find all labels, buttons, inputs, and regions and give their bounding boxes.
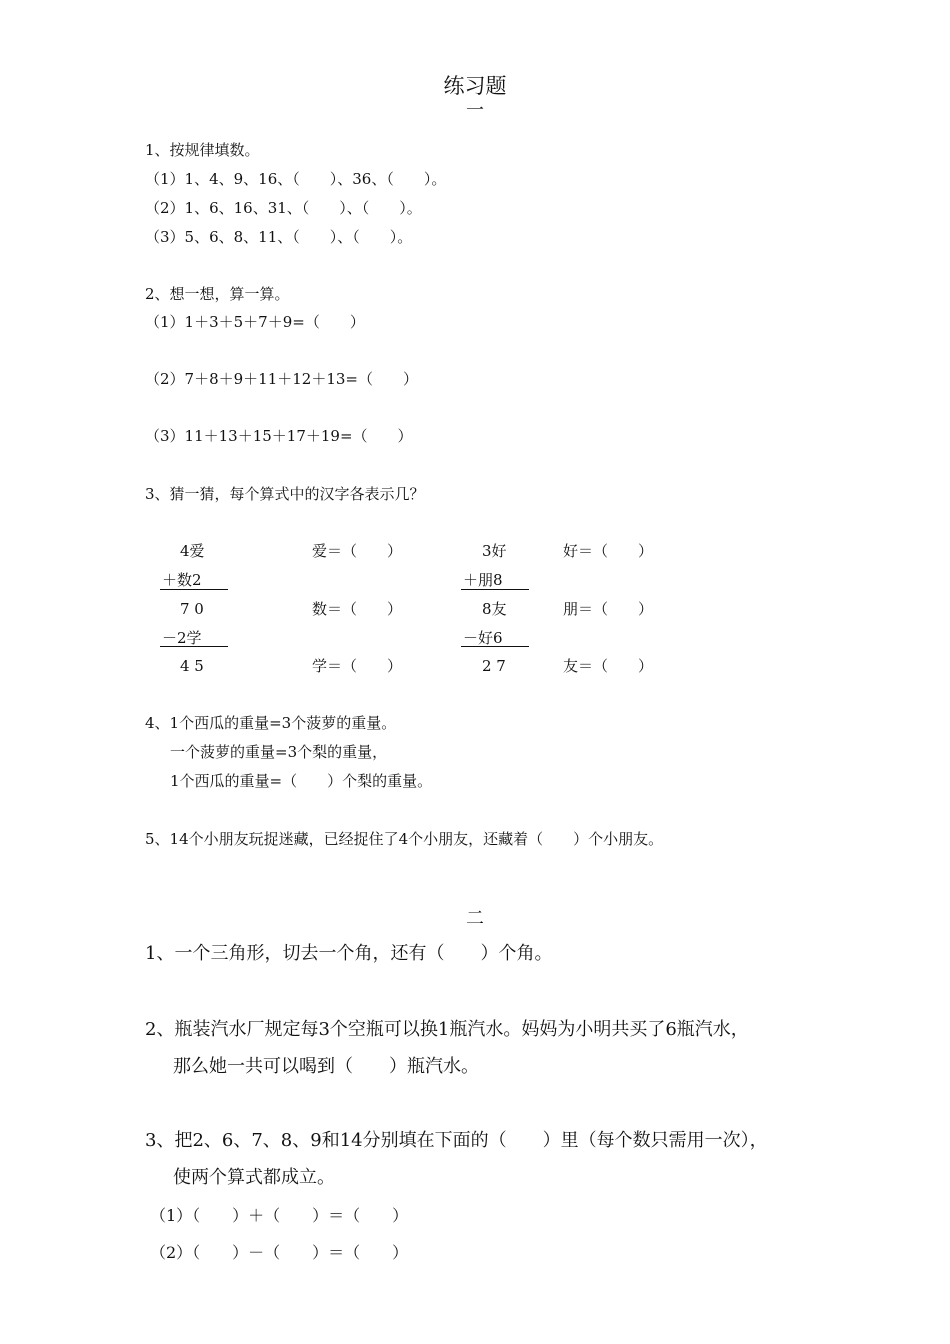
q1-item-1: （1）1、4、9、16、（ ）、36、（ ）。 <box>145 170 447 188</box>
section-heading-2: 二 <box>466 908 484 929</box>
left-calc-rule-2 <box>160 646 228 647</box>
q1-item-3: （3）5、6、8、11、（ ）、（ ）。 <box>145 228 413 246</box>
right-calc-rule-1 <box>461 589 529 590</box>
right-calc-row-5: 2 7 <box>482 657 506 675</box>
left-calc-row-5: 4 5 <box>180 657 204 675</box>
right-calc-rule-2 <box>461 646 529 647</box>
left-calc-rule-1 <box>160 589 228 590</box>
q5-text: 5、14个小朋友玩捉迷藏，已经捉住了4个小朋友，还藏着（ ）个小朋友。 <box>145 830 664 848</box>
left-answer-2: 数＝（ ） <box>312 600 403 618</box>
left-calc-row-2: ＋数2 <box>162 571 202 589</box>
p2-q3-line-1: 3、把2、6、7、8、9和14分别填在下面的（ ）里（每个数只需用一次）， <box>145 1130 768 1151</box>
q2-item-2: （2）7＋8＋9＋11＋12＋13=（ ） <box>145 370 419 388</box>
q4-line-2: 一个菠萝的重量=3个梨的重量， <box>170 743 388 761</box>
q4-line-3: 1个西瓜的重量=（ ）个梨的重量。 <box>170 772 433 790</box>
right-calc-row-1: 3好 <box>482 542 507 560</box>
left-calc-row-4: －2学 <box>162 629 202 647</box>
page-title: 练习题 <box>443 74 507 98</box>
section-heading-1: 一 <box>466 100 484 121</box>
q1-item-2: （2）1、6、16、31、（ ）、（ ）。 <box>145 199 422 217</box>
left-calc-row-1: 4爱 <box>180 542 205 560</box>
right-calc-row-3: 8友 <box>482 600 507 618</box>
p2-q2-line-1: 2、瓶装汽水厂规定每3个空瓶可以换1瓶汽水。妈妈为小明共买了6瓶汽水， <box>145 1019 749 1040</box>
q2-prompt: 2、想一想，算一算。 <box>145 285 290 303</box>
q4-line-1: 4、1个西瓜的重量=3个菠萝的重量。 <box>145 714 397 732</box>
q3-prompt: 3、猜一猜，每个算式中的汉字各表示几？ <box>145 485 425 503</box>
p2-q3-item-2: （2）（ ）－（ ）＝（ ） <box>150 1243 409 1262</box>
left-answer-1: 爱＝（ ） <box>312 542 403 560</box>
right-answer-2: 朋＝（ ） <box>563 600 654 618</box>
left-answer-3: 学＝（ ） <box>312 657 403 675</box>
left-calc-row-3: 7 0 <box>180 600 204 618</box>
q2-item-3: （3）11＋13＋15＋17＋19=（ ） <box>145 427 413 445</box>
p2-q1-text: 1、一个三角形，切去一个角，还有（ ）个角。 <box>145 943 553 964</box>
q1-prompt: 1、按规律填数。 <box>145 141 260 159</box>
q2-item-1: （1）1＋3＋5＋7＋9=（ ） <box>145 313 365 331</box>
right-calc-row-4: －好6 <box>463 629 503 647</box>
right-answer-1: 好＝（ ） <box>563 542 654 560</box>
p2-q3-line-2: 使两个算式都成立。 <box>173 1167 335 1188</box>
right-calc-row-2: ＋朋8 <box>463 571 503 589</box>
p2-q2-line-2: 那么她一共可以喝到（ ）瓶汽水。 <box>173 1056 479 1077</box>
p2-q3-item-1: （1）（ ）＋（ ）＝（ ） <box>150 1206 409 1225</box>
right-answer-3: 友＝（ ） <box>563 657 654 675</box>
